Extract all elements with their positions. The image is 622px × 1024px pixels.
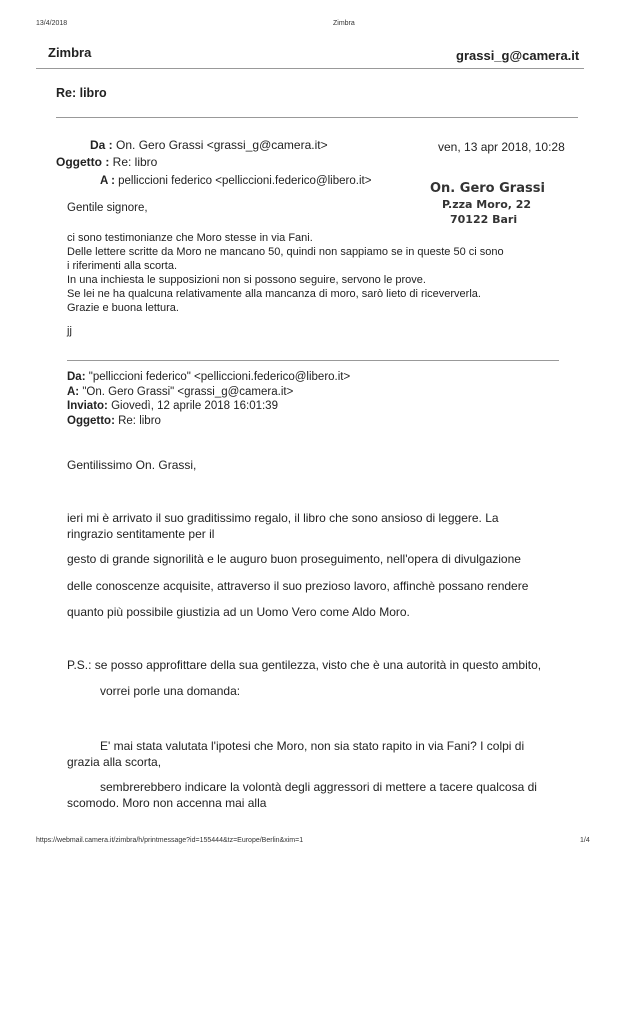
from-label: Da : bbox=[90, 138, 113, 152]
subject-divider bbox=[56, 117, 578, 118]
quoted-sent-row bbox=[67, 399, 350, 414]
account-email: grassi_g@camera.it bbox=[456, 48, 580, 63]
body-line: In una inchiesta le supposizioni non si possono seguire, servono le prove. bbox=[67, 274, 426, 286]
stamp-city: 70122 Bari bbox=[450, 213, 518, 226]
quoted-question-line2: grazia alla scorta, bbox=[67, 755, 162, 769]
quoted-question-line4: scomodo. Moro non accenna mai alla bbox=[67, 796, 267, 810]
quoted-greeting: Gentilissimo On. Grassi, bbox=[67, 458, 197, 472]
quoted-subject-value: Re: libro bbox=[118, 414, 161, 427]
subject-title: Re: libro bbox=[56, 86, 107, 100]
quoted-question-line1: E' mai stata valutata l'ipotesi che Moro, non sia stato rapito in via Fani? I colpi di bbox=[100, 739, 525, 753]
quoted-to-value: "On. Gero Grassi" <grassi_g@camera.it> bbox=[82, 385, 294, 398]
print-title: Zimbra bbox=[333, 20, 355, 27]
stamp-name: On. Gero Grassi bbox=[430, 181, 545, 196]
header-divider bbox=[36, 68, 584, 69]
body-line: ci sono testimonianze che Moro stesse in via Fani. bbox=[67, 232, 313, 244]
quoted-para3: delle conoscenze acquisite, attraverso il suo prezioso lavoro, affinchè possano rendere bbox=[67, 579, 529, 593]
quoted-para1-line1: ieri mi è arrivato il suo graditissimo regalo, il libro che sono ansioso di leggere. La bbox=[67, 511, 499, 525]
quoted-header bbox=[67, 370, 350, 428]
quoted-from-label: Da: bbox=[67, 371, 86, 383]
print-date: 13/4/2018 bbox=[36, 20, 68, 27]
quoted-from-row bbox=[67, 370, 350, 385]
quoted-para4: quanto più possibile giustizia ad un Uomo Vero come Aldo Moro. bbox=[67, 605, 410, 619]
quote-divider bbox=[67, 360, 559, 361]
message-date: ven, 13 apr 2018, 10:28 bbox=[438, 140, 565, 154]
subject-label: Oggetto : bbox=[56, 155, 110, 169]
message-signoff: jj bbox=[67, 325, 72, 337]
quoted-sent-value: Giovedì, 12 aprile 2018 16:01:39 bbox=[111, 400, 278, 412]
to-row bbox=[100, 175, 371, 187]
subject-row bbox=[56, 155, 157, 169]
print-footer-url: https://webmail.camera.it/zimbra/h/printmessage?id=155444&tz=Europe/Berlin&xim=1 bbox=[36, 837, 304, 844]
body-line: i riferimenti alla scorta. bbox=[67, 260, 178, 272]
quoted-question-line3: sembrerebbero indicare la volontà degli aggressori di mettere a tacere qualcosa di bbox=[100, 780, 537, 794]
from-row bbox=[90, 138, 328, 152]
quoted-sent-label: Inviato: bbox=[67, 400, 108, 412]
to-value: pelliccioni federico <pelliccioni.federico@libero.it> bbox=[118, 175, 372, 187]
to-label: A : bbox=[100, 175, 115, 187]
quoted-to-label: A: bbox=[67, 385, 80, 398]
quoted-subject-row bbox=[67, 414, 350, 429]
from-value: On. Gero Grassi <grassi_g@camera.it> bbox=[116, 138, 328, 152]
print-page-number: 1/4 bbox=[580, 837, 590, 844]
subject-value: Re: libro bbox=[112, 155, 158, 169]
quoted-from-value: "pelliccioni federico" <pelliccioni.federico@libero.it> bbox=[88, 371, 351, 383]
stamp-street: P.zza Moro, 22 bbox=[442, 198, 532, 211]
message-greeting: Gentile signore, bbox=[67, 202, 148, 214]
quoted-ps2: vorrei porle una domanda: bbox=[100, 684, 241, 698]
quoted-para1-line2: ringrazio sentitamente per il bbox=[67, 527, 215, 541]
quoted-to-row bbox=[67, 385, 350, 400]
quoted-para2: gesto di grande signorilità e le auguro buon proseguimento, nell'opera di divulgazione bbox=[67, 552, 521, 566]
app-name: Zimbra bbox=[48, 45, 92, 60]
body-line: Se lei ne ha qualcuna relativamente alla mancanza di moro, sarò lieto di riceververla. bbox=[67, 288, 481, 300]
body-line: Delle lettere scritte da Moro ne mancano 50, quindi non sappiamo se in queste 50 ci sono bbox=[67, 246, 504, 258]
quoted-subject-label: Oggetto: bbox=[67, 414, 115, 427]
body-line: Grazie e buona lettura. bbox=[67, 302, 179, 314]
quoted-ps: P.S.: se posso approfittare della sua gentilezza, visto che è una autorità in questo ambito, bbox=[67, 658, 542, 672]
message-body bbox=[67, 232, 504, 316]
